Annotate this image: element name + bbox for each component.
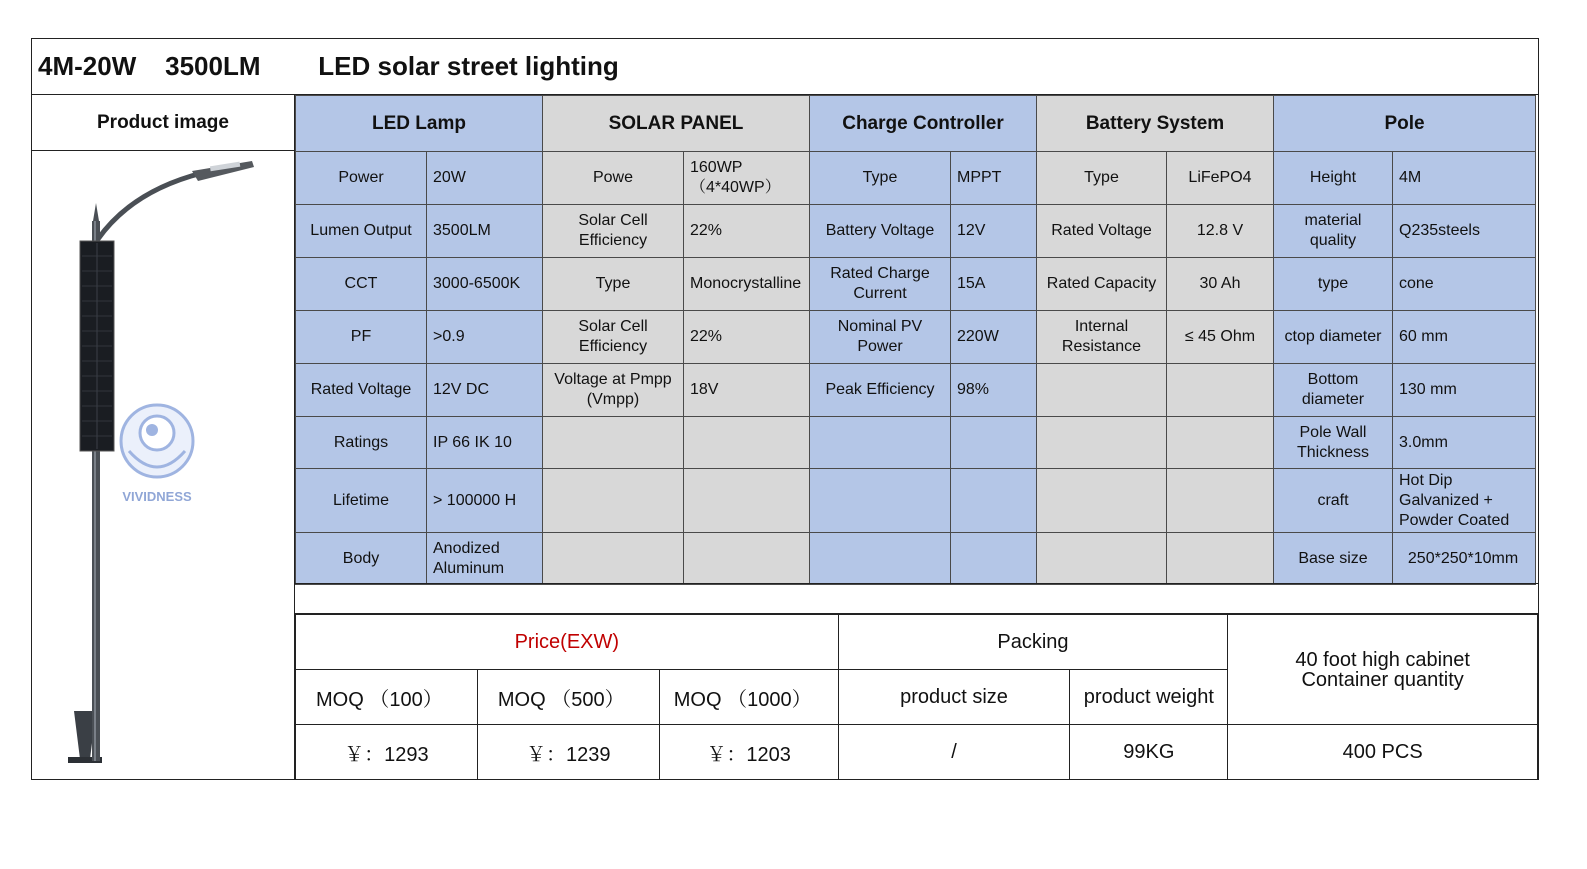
controller-key: Type: [810, 152, 951, 205]
led-key: Power: [296, 152, 427, 205]
controller-key: Nominal PV Power: [810, 311, 951, 364]
led-key: Ratings: [296, 417, 427, 469]
product-size-label: product size: [838, 670, 1070, 725]
battery-value: [1167, 533, 1274, 585]
controller-value: MPPT: [951, 152, 1037, 205]
led-value: 3500LM: [427, 205, 543, 258]
led-key: Lifetime: [296, 469, 427, 533]
solar-key: [543, 417, 684, 469]
pole-value: cone: [1393, 258, 1536, 311]
street-light-image: [32, 151, 294, 780]
price-moq-100: ￥：1293: [296, 725, 478, 780]
logo-text: VIVIDNESS: [122, 489, 192, 504]
controller-value: [951, 417, 1037, 469]
page-title: 4M-20W 3500LM LED solar street lighting: [38, 51, 619, 81]
table-row: [296, 258, 1536, 311]
led-key: Rated Voltage: [296, 364, 427, 417]
table-row: [296, 311, 1536, 364]
battery-key: Type: [1037, 152, 1167, 205]
product-image-cell: [32, 151, 295, 780]
product-size-value: /: [838, 725, 1070, 780]
led-value: Anodized Aluminum: [427, 533, 543, 585]
solar-value: [684, 533, 810, 585]
battery-value: 12.8 V: [1167, 205, 1274, 258]
pole-key: Pole Wall Thickness: [1274, 417, 1393, 469]
table-row: [296, 364, 1536, 417]
pole-value: 60 mm: [1393, 311, 1536, 364]
product-weight-label: product weight: [1070, 670, 1228, 725]
controller-value: 12V: [951, 205, 1037, 258]
spec-header-row: [296, 96, 1536, 152]
pole-value: 250*250*10mm: [1393, 533, 1536, 585]
led-key: Body: [296, 533, 427, 585]
container-quantity-value: 400 PCS: [1228, 725, 1538, 780]
moq-1000-label: MOQ （1000）: [659, 670, 838, 725]
pole-key: craft: [1274, 469, 1393, 533]
price-table: [295, 614, 1538, 780]
led-value: 3000-6500K: [427, 258, 543, 311]
price-values-row: [296, 725, 1538, 780]
solar-value: Monocrystalline: [684, 258, 810, 311]
packing-header: Packing: [838, 615, 1228, 670]
solar-value: 160WP （4*40WP）: [684, 152, 810, 205]
controller-key: [810, 469, 951, 533]
led-value: 20W: [427, 152, 543, 205]
controller-key: [810, 533, 951, 585]
pole-value: 4M: [1393, 152, 1536, 205]
price-moq-1000: ￥：1203: [659, 725, 838, 780]
controller-value: [951, 533, 1037, 585]
battery-value: ≤ 45 Ohm: [1167, 311, 1274, 364]
table-row: [296, 152, 1536, 205]
battery-key: Rated Voltage: [1037, 205, 1167, 258]
pole-value: Hot Dip Galvanized + Powder Coated: [1393, 469, 1536, 533]
battery-system-header: Battery System: [1037, 96, 1274, 152]
container-quantity-header: 40 foot high cabinet Container quantity: [1228, 615, 1538, 725]
solar-key: Solar Cell Efficiency: [543, 311, 684, 364]
solar-value: 22%: [684, 311, 810, 364]
table-row: [296, 205, 1536, 258]
price-header-row: [296, 615, 1538, 670]
pole-value: 130 mm: [1393, 364, 1536, 417]
moq-100-label: MOQ （100）: [296, 670, 478, 725]
price-moq-500: ￥：1239: [477, 725, 659, 780]
pole-header: Pole: [1274, 96, 1536, 152]
pole-value: Q235steels: [1393, 205, 1536, 258]
controller-key: Battery Voltage: [810, 205, 951, 258]
solar-panel-header: SOLAR PANEL: [543, 96, 810, 152]
battery-value: 30 Ah: [1167, 258, 1274, 311]
pole-key: material quality: [1274, 205, 1393, 258]
led-value: 12V DC: [427, 364, 543, 417]
solar-key: Type: [543, 258, 684, 311]
product-image-header: Product image: [32, 95, 295, 151]
pole-key: Base size: [1274, 533, 1393, 585]
led-key: CCT: [296, 258, 427, 311]
charge-controller-header: Charge Controller: [810, 96, 1037, 152]
table-row: [296, 469, 1536, 533]
controller-value: 15A: [951, 258, 1037, 311]
controller-value: 98%: [951, 364, 1037, 417]
battery-key: [1037, 533, 1167, 585]
spec-sheet: [31, 38, 1539, 780]
controller-key: Rated Charge Current: [810, 258, 951, 311]
pole-key: ctop diameter: [1274, 311, 1393, 364]
moq-500-label: MOQ （500）: [477, 670, 659, 725]
battery-value: [1167, 417, 1274, 469]
price-exw-header: Price(EXW): [296, 615, 839, 670]
controller-key: Peak Efficiency: [810, 364, 951, 417]
solar-key: Solar Cell Efficiency: [543, 205, 684, 258]
solar-key: [543, 469, 684, 533]
led-value: >0.9: [427, 311, 543, 364]
battery-value: LiFePO4: [1167, 152, 1274, 205]
solar-key: Powe: [543, 152, 684, 205]
controller-value: [951, 469, 1037, 533]
solar-key: [543, 533, 684, 585]
pole-value: 3.0mm: [1393, 417, 1536, 469]
pole-key: Bottom diameter: [1274, 364, 1393, 417]
pole-key: type: [1274, 258, 1393, 311]
title-row: [32, 39, 1538, 95]
battery-key: Rated Capacity: [1037, 258, 1167, 311]
solar-value: [684, 417, 810, 469]
solar-key: Voltage at Pmpp (Vmpp): [543, 364, 684, 417]
solar-value: 18V: [684, 364, 810, 417]
led-key: PF: [296, 311, 427, 364]
led-lamp-header: LED Lamp: [296, 96, 543, 152]
controller-value: 220W: [951, 311, 1037, 364]
battery-value: [1167, 469, 1274, 533]
spec-table: [295, 95, 1536, 585]
led-value: IP 66 IK 10: [427, 417, 543, 469]
battery-value: [1167, 364, 1274, 417]
solar-value: [684, 469, 810, 533]
led-value: > 100000 H: [427, 469, 543, 533]
table-row: [296, 417, 1536, 469]
battery-key: [1037, 469, 1167, 533]
solar-value: 22%: [684, 205, 810, 258]
battery-key: [1037, 364, 1167, 417]
spacer-row: [295, 583, 1538, 614]
led-key: Lumen Output: [296, 205, 427, 258]
table-row: [296, 533, 1536, 585]
battery-key: Internal Resistance: [1037, 311, 1167, 364]
pole-key: Height: [1274, 152, 1393, 205]
vividness-logo: [121, 405, 193, 504]
product-weight-value: 99KG: [1070, 725, 1228, 780]
battery-key: [1037, 417, 1167, 469]
controller-key: [810, 417, 951, 469]
